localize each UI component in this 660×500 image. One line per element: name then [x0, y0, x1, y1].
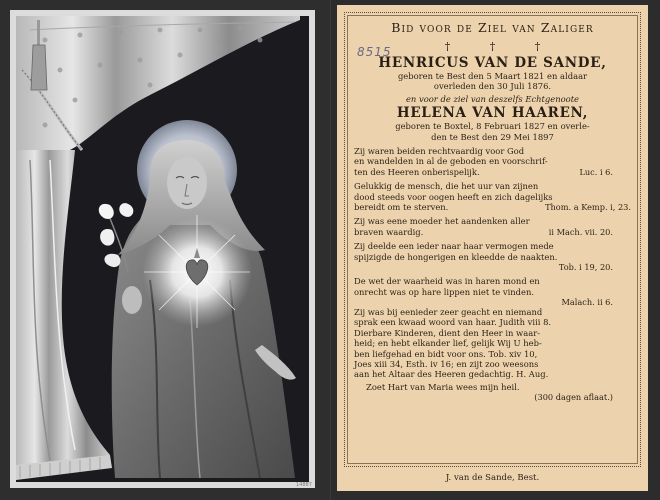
verse-5: De wet der waarheid was in haren mond en onrecht was op hare lippen niet te vinden. Malach. ii 6. [354, 276, 631, 307]
card-heading: Bid voor de Ziel van Zaliger [391, 20, 594, 35]
print-number: 14887 [296, 482, 312, 488]
closing-prayer: Zoet Hart van Maria wees mijn heil. [366, 381, 520, 392]
verse-reference: ii Mach. vii. 20. [548, 227, 613, 238]
verse-1: Zij waren beiden rechtvaardig voor God en wandelden in al de geboden en voorschrif- ten des Heeren onberispelijk. Luc. i 6. [354, 146, 631, 177]
birth-death-line-2b: den te Best den 29 Mei 1897 [431, 131, 554, 142]
verse-reference: Thom. a Kemp. i, 23. [545, 202, 631, 213]
deceased-name-2: HELENA VAN HAAREN, [396, 105, 589, 122]
crosses: † † † [444, 40, 559, 53]
verse-reference: Malach. ii 6. [561, 296, 613, 307]
spouse-intro: en voor de ziel van deszelfs Echtgenoote [405, 93, 580, 104]
verse-reference: Luc. i 6. [579, 167, 613, 178]
printer-credit: J. van de Sande, Best. [445, 473, 540, 483]
verse-4: Zij deelde een ieder naar haar vermogen mede spijzigde de hongerigen en kleedde de naakten. Tob. i 19, 20. [354, 241, 631, 272]
birth-death-line-1a: geboren te Best den 5 Maart 1821 en aldaar [397, 71, 588, 81]
verse-6: Zij was bij eenieder zeer geacht en niemand sprak een kwaad woord van haar. Judith viii 8. [354, 306, 552, 328]
indulgence-note: (300 dagen aflaat.) [534, 392, 613, 403]
card-content [354, 19, 631, 402]
memorial-text-card [331, 0, 660, 500]
handwritten-number: 8515 [357, 45, 392, 59]
verse-2: Gelukkig de mensch, die het uur van zijnen dood steeds voor oogen heeft en zich dagelijks bereidt om te sterven. Thom. a Kemp. i, 23. [354, 181, 631, 213]
verse-7: Dierbare Kinderen, dient den Heer in waar- heid; en hebt elkander lief, gelijk Wij U heb- ben liefgehad en bidt voor ons. Tob. xiv 10, Joes xiii 34, Esth. iv 16; en zijt zoo weesons aan het Altaar des Heeren gedachtig. H. Aug. [354, 327, 549, 380]
birth-death-line-1b: overleden den 30 Juli 1876. [433, 81, 552, 92]
card-paper [337, 5, 648, 491]
verse-3: Zij was eene moeder het aandenken aller braven waardig. ii Mach. vii. 20. [354, 216, 631, 237]
verse-reference: Tob. i 19, 20. [558, 262, 613, 273]
birth-death-line-2a: geboren te Boxtel, 8 Februari 1827 en overle- [395, 121, 590, 132]
deceased-name-1: HENRICUS VAN DE SANDE, [378, 55, 607, 71]
